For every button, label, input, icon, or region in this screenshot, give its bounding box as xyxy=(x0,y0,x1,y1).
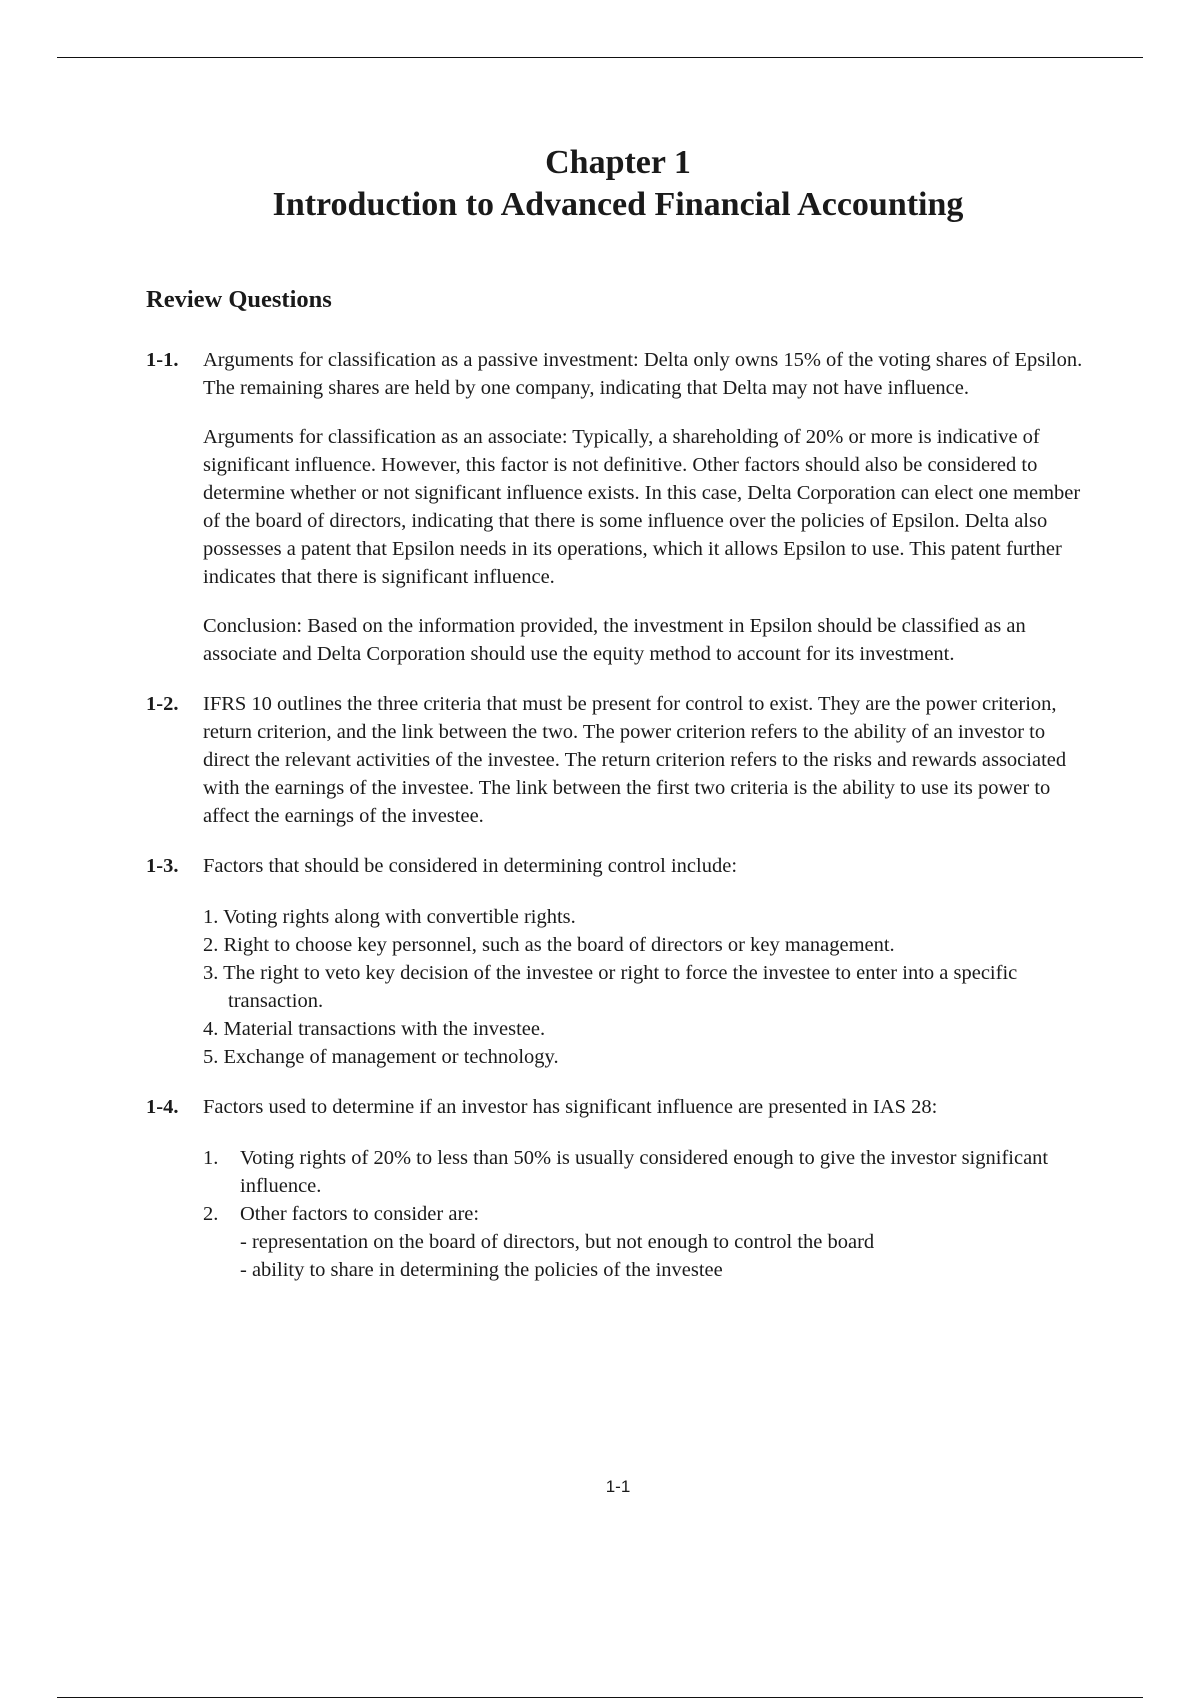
influence-factors-list xyxy=(203,1144,1096,1284)
control-factors-list xyxy=(203,903,1096,1071)
list-item-text: Other factors to consider are: xyxy=(240,1203,480,1225)
question-1-3 xyxy=(146,852,1096,1071)
list-item: 2. Right to choose key personnel, such as the board of directors or key management. xyxy=(203,934,895,956)
list-item-number: 2. xyxy=(203,1203,219,1225)
list-subitem: - ability to share in determining the policies of the investee xyxy=(240,1259,723,1281)
question-intro: Factors used to determine if an investor has significant influence are presented in IAS 28: xyxy=(203,1096,938,1118)
top-rule xyxy=(57,57,1143,58)
question-number: 1-2. xyxy=(146,693,179,715)
list-item: 1. Voting rights along with convertible rights. xyxy=(203,906,576,928)
section-heading: Review Questions xyxy=(146,286,332,313)
review-questions xyxy=(146,346,1096,1306)
question-number: 1-1. xyxy=(146,349,179,371)
question-paragraph: IFRS 10 outlines the three criteria that must be present for control to exist. They are the power criterion, return criterion, and the link between the two. The power criterion refers to the ability of an investor to direct the relevant activities of the investee. The return criterion refers to the risks and rewards associated with the earnings of the investee. The link between the first two criteria is the ability to use its power to affect the earnings of the investee. xyxy=(203,693,1067,827)
list-item-text: Voting rights of 20% to less than 50% is usually considered enough to give the investor significant influence. xyxy=(240,1147,1049,1197)
list-item: 5. Exchange of management or technology. xyxy=(203,1046,559,1068)
list-item xyxy=(203,1200,1096,1284)
question-number: 1-4. xyxy=(146,1096,179,1118)
chapter-title: Chapter 1 xyxy=(545,144,691,181)
list-item-number: 1. xyxy=(203,1147,219,1169)
question-intro: Factors that should be considered in determining control include: xyxy=(203,855,738,877)
question-paragraph: Conclusion: Based on the information provided, the investment in Epsilon should be classified as an associate and Delta Corporation should use the equity method to account for its investment. xyxy=(203,615,1026,665)
chapter-title-block xyxy=(0,142,1200,226)
chapter-subtitle: Introduction to Advanced Financial Accounting xyxy=(272,186,964,223)
question-1-1 xyxy=(146,346,1096,668)
bottom-rule xyxy=(57,1697,1143,1698)
question-1-4 xyxy=(146,1093,1096,1284)
list-item: 4. Material transactions with the investee. xyxy=(203,1018,546,1040)
list-subitem: - representation on the board of directors, but not enough to control the board xyxy=(240,1231,875,1253)
question-1-2 xyxy=(146,690,1096,830)
list-item xyxy=(203,1144,1096,1200)
list-item: 3. The right to veto key decision of the investee or right to force the investee to enter into a specific transaction. xyxy=(203,962,1018,1012)
page-number: 1-1 xyxy=(605,1477,631,1496)
question-paragraph: Arguments for classification as a passive investment: Delta only owns 15% of the voting shares of Epsilon. The remaining shares are held by one company, indicating that Delta may not have influence. xyxy=(203,349,1083,399)
question-paragraph: Arguments for classification as an associate: Typically, a shareholding of 20% or more is indicative of significant influence. However, this factor is not definitive. Other factors should also be considered to determine whether or not significant influence exists. In this case, Delta Corporation can elect one member of the board of directors, indicating that there is some influence over the policies of Epsilon. Delta also possesses a patent that Epsilon needs in its operations, which it allows Epsilon to use. This patent further indicates that there is significant influence. xyxy=(203,426,1081,588)
question-number: 1-3. xyxy=(146,855,179,877)
